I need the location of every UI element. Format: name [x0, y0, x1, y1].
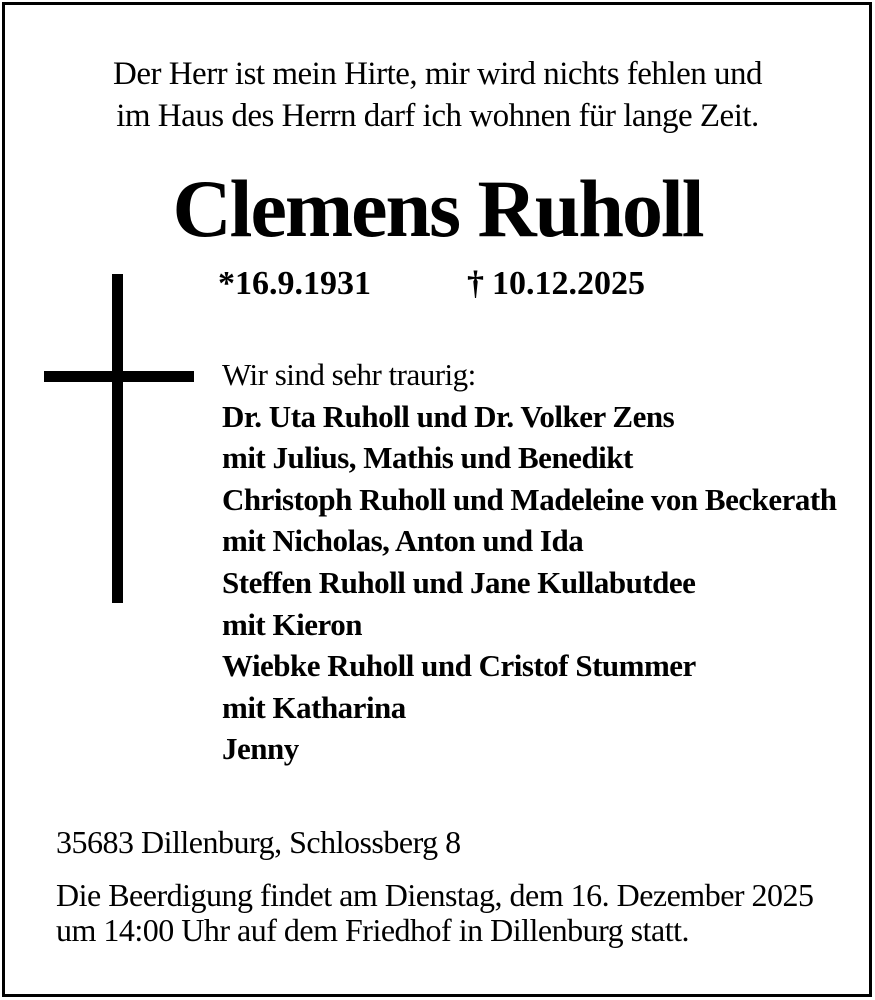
mourner-line: mit Katharina	[222, 689, 406, 725]
death-date-value: 10.12.2025	[492, 265, 645, 302]
mourners-block	[222, 354, 852, 770]
mourner-line: Steffen Ruholl und Jane Kullabutdee	[222, 564, 696, 600]
mourner-line: Wiebke Ruholl und Cristof Stummer	[222, 648, 696, 684]
quote-line-1: Der Herr ist mein Hirte, mir wird nichts fehlen und	[113, 56, 762, 92]
quote-line-2: im Haus des Herrn darf ich wohnen für lange Zeit.	[116, 98, 759, 134]
cross-horizontal-bar	[44, 371, 194, 382]
mourner-line: mit Nicholas, Anton und Ida	[222, 523, 584, 559]
life-dates	[0, 264, 875, 304]
mourner-line: Dr. Uta Ruholl und Dr. Volker Zens	[222, 398, 675, 434]
funeral-line-2: um 14:00 Uhr auf dem Friedhof in Dillenburg statt.	[56, 912, 689, 948]
mourner-line: Jenny	[222, 731, 299, 767]
scripture-quote	[0, 53, 875, 137]
birth-date	[218, 264, 371, 304]
mourner-line: mit Julius, Mathis und Benedikt	[222, 440, 633, 476]
birth-star-symbol: *	[218, 265, 235, 302]
mourning-intro: Wir sind sehr traurig:	[222, 357, 476, 392]
death-date	[467, 264, 645, 304]
cross-vertical-bar	[112, 274, 123, 603]
funeral-info	[56, 878, 846, 948]
mourner-line: mit Kieron	[222, 606, 362, 642]
deceased-name: Clemens Ruholl	[172, 163, 703, 254]
death-dagger-symbol: †	[467, 265, 484, 302]
address-line: 35683 Dillenburg, Schlossberg 8	[56, 824, 461, 860]
mourner-line: Christoph Ruholl und Madeleine von Beckerath	[222, 481, 837, 517]
birth-date-value: 16.9.1931	[235, 265, 371, 302]
funeral-line-1: Die Beerdigung findet am Dienstag, dem 16. Dezember 2025	[56, 877, 814, 913]
